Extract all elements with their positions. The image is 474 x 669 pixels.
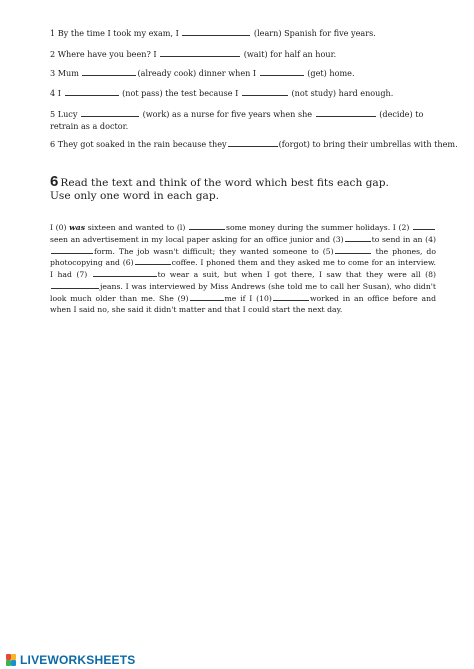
question-2-text-end: (wait) for half an hour. bbox=[241, 49, 337, 59]
question-6 bbox=[50, 138, 458, 150]
passage-text: the phones, do photocopying and (6) bbox=[50, 246, 436, 268]
passage-text: coffee. I phoned them and they asked me to come for an interview. I had (7) bbox=[50, 258, 437, 279]
question-6-text-end: (forgot) to bring their umbrellas with them. bbox=[278, 139, 458, 149]
instruction-line-1: Read the text and think of the word which best fits each gap. bbox=[60, 177, 389, 189]
passage-text: worked in an office before and when I said no, she said it didn't matter and that I could start the next day. bbox=[50, 293, 437, 315]
question-1-text-end: (learn) Spanish for five years. bbox=[251, 28, 376, 38]
passage-text: me if I (10) bbox=[224, 293, 272, 303]
gap-6[interactable] bbox=[135, 257, 171, 265]
liveworksheets-logo-icon bbox=[6, 654, 16, 666]
question-3-text-mid: (already cook) dinner when I bbox=[137, 68, 259, 78]
gap-9[interactable] bbox=[190, 293, 224, 301]
question-4-text-mid: (not pass) the test because I bbox=[119, 88, 241, 98]
question-2-text-start: 2 Where have you been? I bbox=[50, 49, 160, 59]
answer-blank-2[interactable] bbox=[160, 49, 240, 57]
answer-blank-3b[interactable] bbox=[260, 68, 304, 76]
question-6-text-start: 6 They got soaked in the rain because they bbox=[50, 139, 227, 149]
example-answer: was bbox=[69, 223, 86, 232]
passage-text: form. The job wasn't difficult; they wanted someone to (5) bbox=[94, 246, 334, 256]
answer-blank-5a[interactable] bbox=[81, 109, 139, 117]
question-3-text-end: (get) home. bbox=[304, 68, 355, 78]
answer-blank-1[interactable] bbox=[182, 28, 250, 36]
question-1-text-start: 1 By the time I took my exam, I bbox=[50, 28, 182, 38]
question-5-text-end: (decide) to retrain as a doctor. bbox=[50, 109, 424, 131]
gap-4[interactable] bbox=[51, 246, 93, 254]
question-2 bbox=[50, 48, 450, 60]
reading-passage bbox=[50, 222, 436, 316]
brand-name: LIVEWORKSHEETS bbox=[20, 652, 136, 667]
answer-blank-6[interactable] bbox=[228, 139, 278, 147]
gap-8[interactable] bbox=[51, 281, 99, 289]
passage-text: some money during the summer holidays. I (2) bbox=[226, 223, 412, 232]
question-5-text-mid: (work) as a nurse for five years when she bbox=[140, 109, 315, 119]
exercise-number: 6 bbox=[50, 173, 59, 190]
question-5-text-start: 5 Lucy bbox=[50, 109, 80, 119]
gap-3[interactable] bbox=[345, 234, 371, 242]
gap-2[interactable] bbox=[413, 222, 435, 230]
question-4-text-end: (not study) hard enough. bbox=[288, 88, 394, 98]
exercise-6-heading bbox=[50, 173, 470, 202]
question-1 bbox=[50, 27, 450, 39]
gap-10[interactable] bbox=[273, 293, 309, 301]
passage-text: jeans. I was interviewed by Miss Andrews (she told me to call her Susan), who didn't look much older than me. She (9) bbox=[50, 281, 436, 303]
liveworksheets-footer bbox=[0, 650, 474, 669]
passage-text: seen an advertisement in my local paper asking for an office junior and (3) bbox=[50, 234, 344, 244]
question-3 bbox=[50, 67, 450, 79]
gap-7[interactable] bbox=[93, 269, 157, 277]
gap-1[interactable] bbox=[189, 222, 225, 230]
answer-blank-4b[interactable] bbox=[242, 88, 288, 96]
answer-blank-4a[interactable] bbox=[65, 88, 119, 96]
passage-text: to send in an (4) bbox=[371, 234, 436, 244]
passage-text: sixteen and wanted to (l) bbox=[85, 223, 189, 232]
question-4-text-start: 4 I bbox=[50, 88, 64, 98]
instruction-line-2: Use only one word in each gap. bbox=[50, 189, 219, 202]
answer-blank-5b[interactable] bbox=[316, 109, 376, 117]
passage-text: to wear a suit, but when I got there, I saw that they were all (8) bbox=[157, 270, 436, 279]
question-4 bbox=[50, 87, 450, 99]
passage-text: I (0) bbox=[50, 223, 70, 232]
gap-5[interactable] bbox=[335, 246, 371, 254]
answer-blank-3a[interactable] bbox=[82, 68, 136, 76]
question-3-text-start: 3 Mum bbox=[50, 68, 82, 78]
question-5 bbox=[50, 108, 448, 132]
